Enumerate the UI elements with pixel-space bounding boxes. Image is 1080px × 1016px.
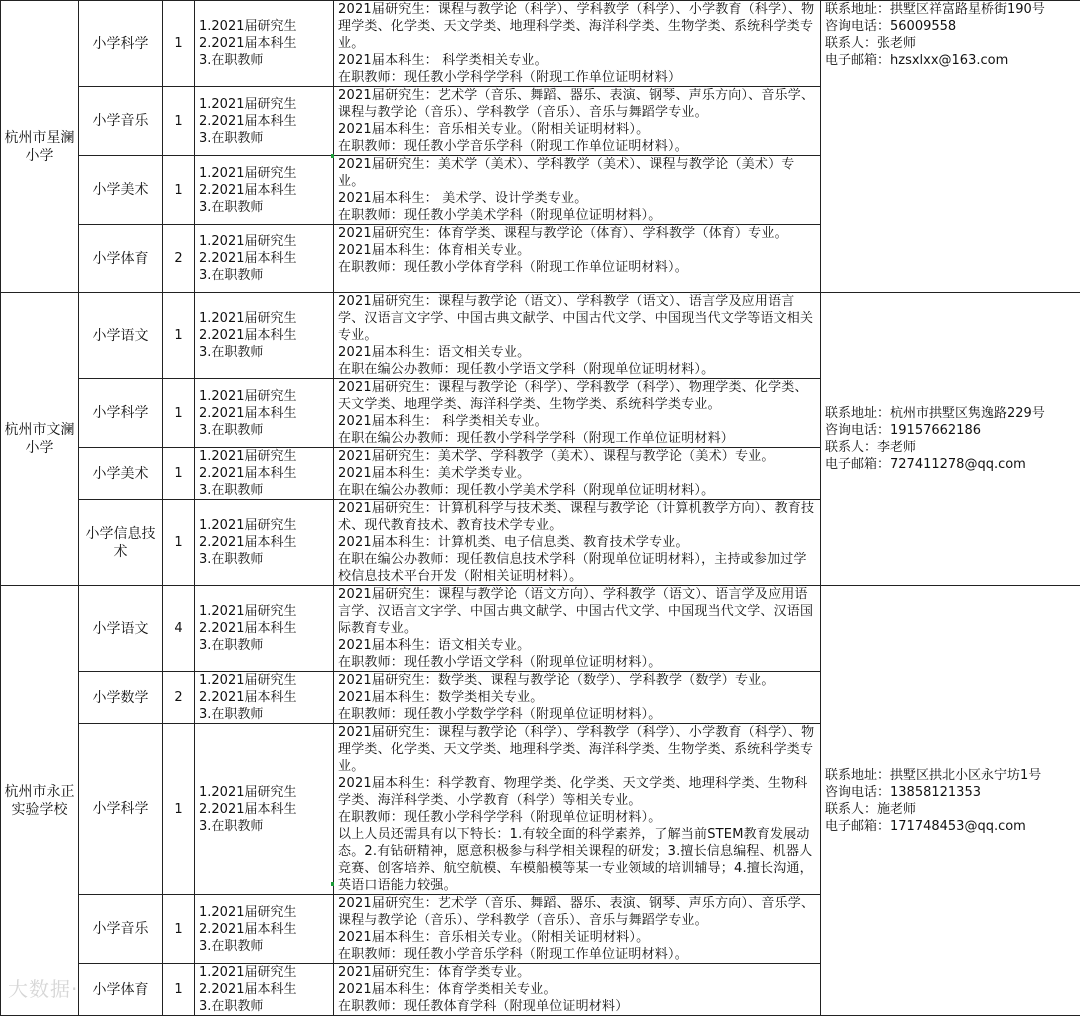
targets-cell [195,895,334,964]
requirement-line: 在职教师：现任教小学科学学科（附现单位证明材料）。 [338,809,816,826]
count-cell: 1 [163,500,195,586]
target-line: 1.2021届研究生 [199,165,333,182]
requirement-line: 2021届研究生：美术学（美术）、学科教学（美术）、课程与教学论（美术）专业。 [338,156,816,190]
contact-address: 联系地址：拱墅区祥富路星桥街190号 [825,1,1076,18]
target-line: 1.2021届研究生 [199,964,333,981]
target-line: 3.在职教师 [199,998,333,1015]
count-cell: 2 [163,225,195,293]
subject-cell: 小学体育 [79,964,163,1016]
contact-email: 电子邮箱：727411278@qq.com [825,456,1076,473]
target-line: 1.2021届研究生 [199,310,333,327]
contact-email: 电子邮箱：hzsxlxx@163.com [825,52,1076,69]
watermark: 大数据· [8,973,78,1002]
requirement-line: 在职在编公办教师：现任教小学科学学科（附现工作单位证明材料） [338,430,816,447]
target-line: 2.2021届本科生 [199,801,333,818]
requirement-line: 2021届本科生：音乐相关专业。（附相关证明材料）。 [338,929,816,946]
subject-cell: 小学语文 [79,586,163,672]
target-line: 2.2021届本科生 [199,405,333,422]
targets-cell [195,586,334,672]
requirement-line: 2021届研究生：课程与教学论（科学）、学科教学（科学）、物理学类、化学类、天文学类、地理学类、海洋科学类、生物学类、系统科学类专业。 [338,379,816,413]
subject-cell: 小学数学 [79,672,163,724]
target-line: 2.2021届本科生 [199,113,333,130]
school-name-cell: 杭州市永正实验学校 [1,586,79,1016]
contact-address: 联系地址：拱墅区拱北小区永宁坊1号 [825,767,1076,784]
target-line: 2.2021届本科生 [199,689,333,706]
requirements-cell [334,293,821,379]
target-line: 1.2021届研究生 [199,448,333,465]
requirement-line: 2021届研究生：课程与教学论（语文方向）、学科教学（语文）、语言学及应用语言学、汉语言文字学、中国古典文献学、中国古代文学、中国现当代文学、汉语国际教育专业。 [338,586,816,637]
target-line: 3.在职教师 [199,818,333,835]
target-line: 3.在职教师 [199,706,333,723]
count-cell: 1 [163,379,195,448]
requirement-line: 2021届本科生： 美术学、设计学类专业。 [338,190,816,207]
subject-cell: 小学科学 [79,724,163,895]
requirement-line: 在职在编公办教师：现任教小学语文学科（附现单位证明材料）。 [338,361,816,378]
requirements-cell [334,964,821,1016]
requirement-line: 2021届本科生：体育相关专业。 [338,242,816,259]
requirement-line: 2021届研究生：课程与教学论（科学）、学科教学（科学）、小学教育（科学）、物理学类、化学类、天文学类、地理科学类、海洋科学类、生物学类、系统科学类专业。 [338,1,816,52]
contact-phone: 咨询电话：19157662186 [825,422,1076,439]
requirements-cell [334,500,821,586]
target-line: 1.2021届研究生 [199,517,333,534]
count-cell: 4 [163,586,195,672]
target-line: 2.2021届本科生 [199,327,333,344]
requirements-cell [334,156,821,225]
contact-cell [821,293,1080,586]
target-line: 2.2021届本科生 [199,250,333,267]
count-cell: 1 [163,448,195,500]
target-line: 2.2021届本科生 [199,921,333,938]
contact-address: 联系地址：杭州市拱墅区隽逸路229号 [825,405,1076,422]
requirements-cell [334,225,821,293]
contact-person: 联系人：张老师 [825,35,1076,52]
count-cell: 1 [163,87,195,156]
count-cell: 1 [163,1,195,87]
requirement-line: 2021届本科生： 科学类相关专业。 [338,52,816,69]
subject-cell: 小学科学 [79,1,163,87]
count-cell: 1 [163,156,195,225]
target-line: 3.在职教师 [199,267,333,284]
requirement-line: 2021届本科生：体育学类相关专业。 [338,981,816,998]
requirement-line: 2021届研究生：艺术学（音乐、舞蹈、器乐、表演、钢琴、声乐方向）、音乐学、课程与教学论（音乐）、学科教学（音乐）、音乐与舞蹈学专业。 [338,87,816,121]
subject-cell: 小学音乐 [79,87,163,156]
subject-cell: 小学美术 [79,448,163,500]
target-line: 3.在职教师 [199,52,333,69]
target-line: 1.2021届研究生 [199,233,333,250]
targets-cell [195,672,334,724]
count-cell: 1 [163,964,195,1016]
target-line: 1.2021届研究生 [199,603,333,620]
requirement-line: 2021届本科生：美术学类专业。 [338,465,816,482]
requirements-cell [334,586,821,672]
subject-cell: 小学音乐 [79,895,163,964]
requirement-line: 2021届研究生：计算机科学与技术类、课程与教学论（计算机教学方向）、教育技术、现代教育技术、教育技术学专业。 [338,500,816,534]
targets-cell [195,500,334,586]
targets-cell [195,379,334,448]
requirement-line: 2021届本科生：音乐相关专业。（附相关证明材料）。 [338,121,816,138]
requirement-line: 在职在编公办教师：现任教信息技术学科（附现单位证明材料），主持或参加过学校信息技术平台开发（附相关证明材料）。 [338,551,816,585]
requirement-line: 以上人员还需具有以下特长：1.有较全面的科学素养，了解当前STEM教育发展动态。2.有钻研精神，愿意积极参与科学相关课程的研发；3.擅长信息编程、机器人竞赛、创客培养、航空航模、车模船模等某一专业领域的培训辅导；4.擅长沟通，英语口语能力较强。 [338,826,816,894]
contact-person: 联系人：李老师 [825,439,1076,456]
target-line: 3.在职教师 [199,637,333,654]
requirement-line: 2021届研究生：体育学类专业。 [338,964,816,981]
target-line: 2.2021届本科生 [199,182,333,199]
requirement-line: 2021届本科生：语文相关专业。 [338,344,816,361]
requirement-line: 2021届研究生：课程与教学论（语文）、学科教学（语文）、语言学及应用语言学、汉语言文字学、中国古典文献学、中国古代文学、中国现当代文学等语文相关专业。 [338,293,816,344]
count-cell: 1 [163,895,195,964]
subject-cell: 小学体育 [79,225,163,293]
requirement-line: 在职教师：现任教小学美术学科（附现单位证明材料）。 [338,207,816,224]
requirement-line: 在职教师：现任教小学音乐学科（附现工作单位证明材料）。 [338,138,816,155]
school-name-cell: 杭州市星澜小学 [1,1,79,293]
target-line: 2.2021届本科生 [199,35,333,52]
contact-phone: 咨询电话：56009558 [825,18,1076,35]
table-row [1,293,1080,379]
subject-cell: 小学信息技术 [79,500,163,586]
targets-cell [195,293,334,379]
requirement-line: 在职在编公办教师：现任教小学美术学科（附现单位证明材料）。 [338,482,816,499]
contact-cell [821,1,1080,293]
requirement-line: 2021届本科生：语文相关专业。 [338,637,816,654]
count-cell: 1 [163,293,195,379]
targets-cell [195,225,334,293]
requirements-cell [334,724,821,895]
count-cell: 1 [163,724,195,895]
targets-cell [195,1,334,87]
target-line: 3.在职教师 [199,199,333,216]
target-line: 2.2021届本科生 [199,534,333,551]
requirement-line: 2021届本科生：数学类相关专业。 [338,689,816,706]
target-line: 1.2021届研究生 [199,672,333,689]
target-line: 3.在职教师 [199,482,333,499]
contact-person: 联系人：施老师 [825,801,1076,818]
target-line: 2.2021届本科生 [199,465,333,482]
school-name-cell: 杭州市文澜小学 [1,293,79,586]
requirement-line: 2021届本科生： 科学类相关专业。 [338,413,816,430]
requirements-cell [334,1,821,87]
cell-marker [331,882,334,886]
table-row [1,1,1080,87]
cell-marker [331,154,334,158]
requirements-cell [334,87,821,156]
subject-cell: 小学科学 [79,379,163,448]
target-line: 3.在职教师 [199,938,333,955]
target-line: 1.2021届研究生 [199,96,333,113]
requirement-line: 2021届研究生：美术学、学科教学（美术）、课程与教学论（美术）专业。 [338,448,816,465]
requirement-line: 在职教师：现任教小学体育学科（附现工作单位证明材料）。 [338,259,816,276]
requirements-cell [334,448,821,500]
requirement-line: 2021届本科生：科学教育、物理学类、化学类、天文学类、地理科学类、生物科学类、海洋科学类、小学教育（科学）等相关专业。 [338,775,816,809]
subject-cell: 小学美术 [79,156,163,225]
target-line: 1.2021届研究生 [199,18,333,35]
targets-cell [195,156,334,225]
requirements-cell [334,672,821,724]
requirement-line: 2021届研究生：艺术学（音乐、舞蹈、器乐、表演、钢琴、声乐方向）、音乐学、课程与教学论（音乐）、学科教学（音乐）、音乐与舞蹈学专业。 [338,895,816,929]
target-line: 1.2021届研究生 [199,904,333,921]
requirement-line: 在职教师：现任教小学数学学科（附现单位证明材料）。 [338,706,816,723]
requirement-line: 在职教师：现任教小学音乐学科（附现工作单位证明材料）。 [338,946,816,963]
target-line: 3.在职教师 [199,130,333,147]
target-line: 2.2021届本科生 [199,620,333,637]
requirement-line: 2021届研究生：数学类、课程与教学论（数学）、学科教学（数学）专业。 [338,672,816,689]
requirement-line: 在职教师：现任教小学语文学科（附现单位证明材料）。 [338,654,816,671]
target-line: 3.在职教师 [199,422,333,439]
requirement-line: 2021届本科生：计算机类、电子信息类、教育技术学专业。 [338,534,816,551]
requirements-cell [334,895,821,964]
requirement-line: 在职教师：现任教小学科学学科（附现工作单位证明材料） [338,69,816,86]
targets-cell [195,964,334,1016]
target-line: 3.在职教师 [199,551,333,568]
targets-cell [195,87,334,156]
targets-cell [195,724,334,895]
requirement-line: 2021届研究生：体育学类、课程与教学论（体育）、学科教学（体育）专业。 [338,225,816,242]
contact-phone: 咨询电话：13858121353 [825,784,1076,801]
contact-email: 电子邮箱：171748453@qq.com [825,818,1076,835]
requirement-line: 2021届研究生：课程与教学论（科学）、学科教学（科学）、小学教育（科学）、物理学类、化学类、天文学类、地理科学类、海洋科学类、生物学类、系统科学类专业。 [338,724,816,775]
target-line: 2.2021届本科生 [199,981,333,998]
count-cell: 2 [163,672,195,724]
contact-cell [821,586,1080,1016]
target-line: 1.2021届研究生 [199,388,333,405]
requirement-line: 在职教师：现任教体育学科（附现单位证明材料） [338,998,816,1015]
target-line: 1.2021届研究生 [199,784,333,801]
subject-cell: 小学语文 [79,293,163,379]
targets-cell [195,448,334,500]
requirements-cell [334,379,821,448]
table-row [1,586,1080,672]
target-line: 3.在职教师 [199,344,333,361]
